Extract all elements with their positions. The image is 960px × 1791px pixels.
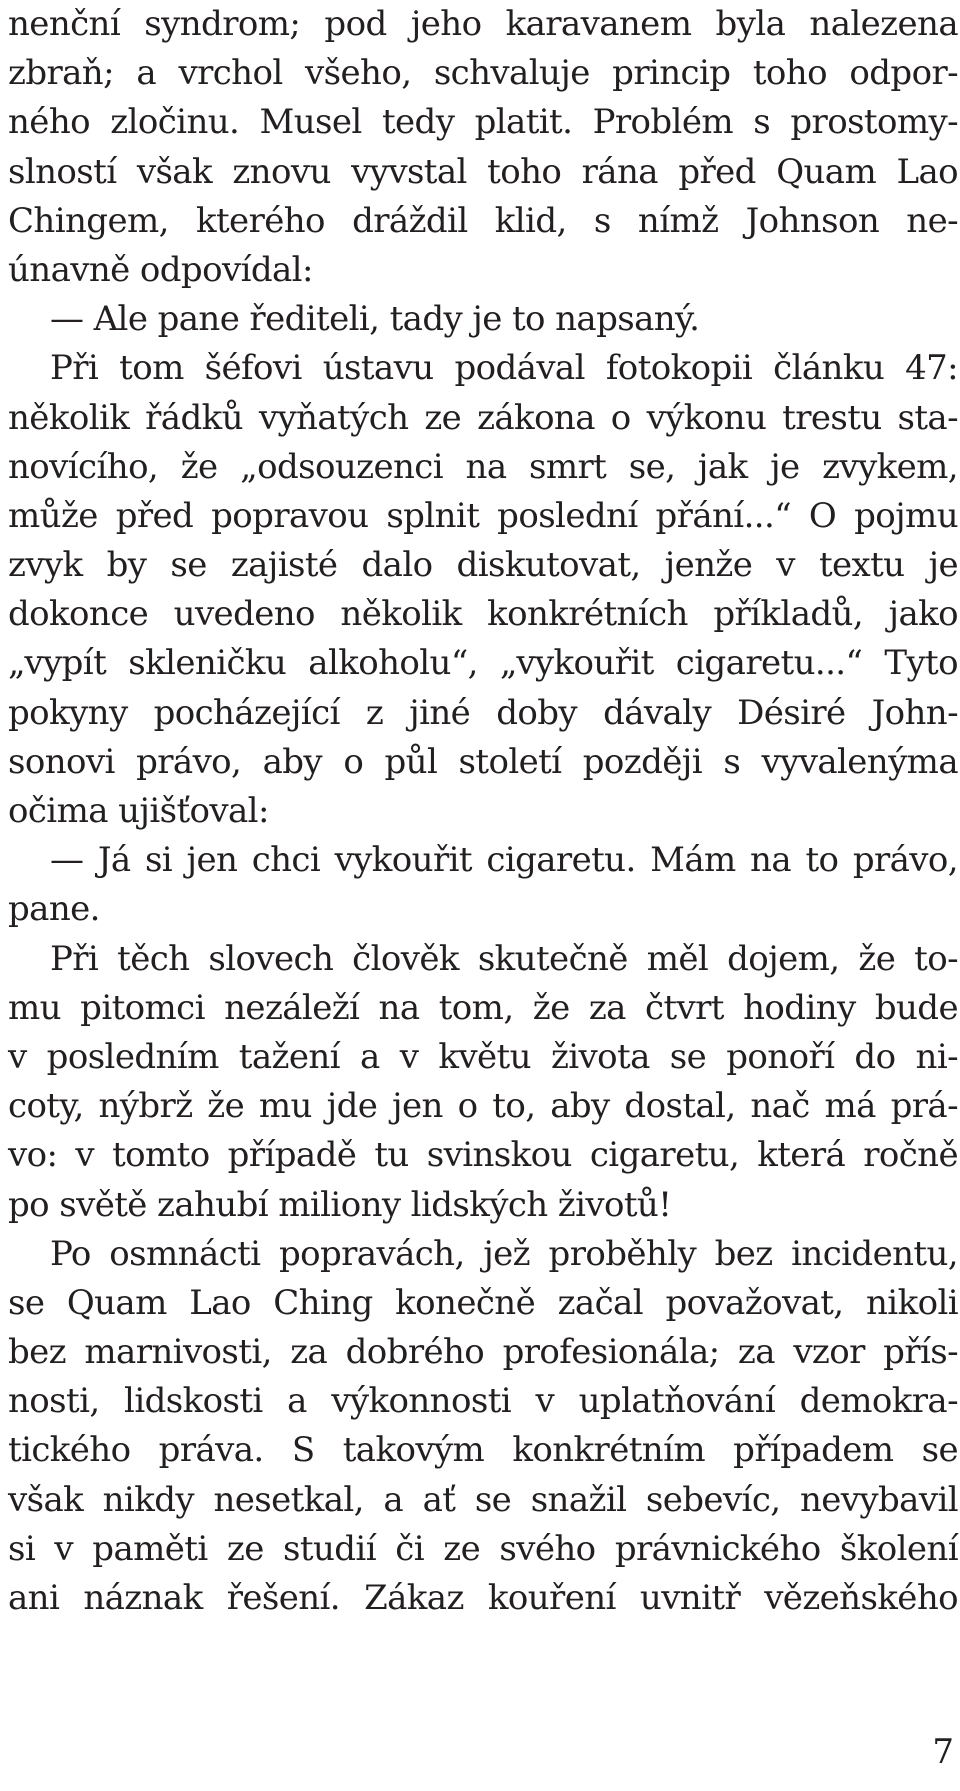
text-line: Po osmnácti popravách, jež proběhly bez incidentu, [50,1233,958,1274]
text-line: nosti, lidskosti a výkonnosti v uplatňování demokra- [8,1381,958,1422]
text-line: „vypít skleničku alkoholu“, „vykouřit cigaretu...“ Tyto [8,643,958,684]
text-line: bez marnivosti, za dobrého profesionála; za vzor přís- [8,1332,958,1373]
text-line: zvyk by se zajisté dalo diskutovat, jenže v textu je [8,545,958,586]
text-line: novícího, že „odsouzenci na smrt se, jak je zvykem, [8,446,958,487]
text-line: únavně odpovídal: [8,249,313,290]
body-text [8,0,958,1623]
text-line: očima ujišťoval: [8,791,269,831]
text-line: si v paměti ze studií či ze svého právnického školení [8,1528,958,1569]
text-line: po světě zahubí miliony lidských životů! [8,1184,672,1225]
text-line: tického práva. S takovým konkrétním případem se [8,1430,958,1471]
text-line: coty, nýbrž že mu jde jen o to, aby dostal, nač má prá- [8,1086,958,1127]
text-line: pokyny pocházející z jiné doby dávaly Désiré John- [8,692,958,733]
text-line: mu pitomci nezáleží na tom, že za čtvrt hodiny bude [8,987,958,1028]
text-line: sonovi právo, aby o půl století později s vyvalenýma [8,741,958,782]
text-line: však nikdy nesetkal, a ať se snažil sebevíc, nevybavil [8,1479,958,1520]
text-line: může před popravou splnit poslední přání...“ O pojmu [8,495,958,536]
page-number: 7 [932,1732,954,1772]
text-line: ani náznak řešení. Zákaz kouření uvnitř vězeňského [8,1578,958,1618]
text-line: v posledním tažení a v květu života se ponoří do ni- [8,1036,958,1077]
text-line: zbraň; a vrchol všeho, schvaluje princip toho odpor- [8,53,958,94]
dialogue-line: — Já si jen chci vykouřit cigaretu. Mám na to právo, [50,840,958,881]
text-line: se Quam Lao Ching konečně začal považovat, nikoli [8,1282,958,1323]
text-line: nenční syndrom; pod jeho karavanem byla nalezena [8,4,958,44]
text-line: dokonce uvedeno několik konkrétních příkladů, jako [8,594,958,635]
text-line: vo: v tomto případě tu svinskou cigaretu, která ročně [8,1135,958,1176]
text-line: Při těch slovech člověk skutečně měl dojem, že to- [50,938,958,979]
dialogue-line: — Ale pane řediteli, tady je to napsaný. [50,299,700,340]
text-line: ného zločinu. Musel tedy platit. Problém s prostomy- [8,102,958,143]
text-line: slností však znovu vyvstal toho rána před Quam Lao [8,151,958,192]
text-line: Při tom šéfovi ústavu podával fotokopii článku 47: [50,348,958,389]
text-line: pane. [8,889,100,930]
text-line: Chingem, kterého dráždil klid, s nímž Johnson ne- [8,200,958,241]
text-line: několik řádků vyňatých ze zákona o výkonu trestu sta- [8,397,958,438]
